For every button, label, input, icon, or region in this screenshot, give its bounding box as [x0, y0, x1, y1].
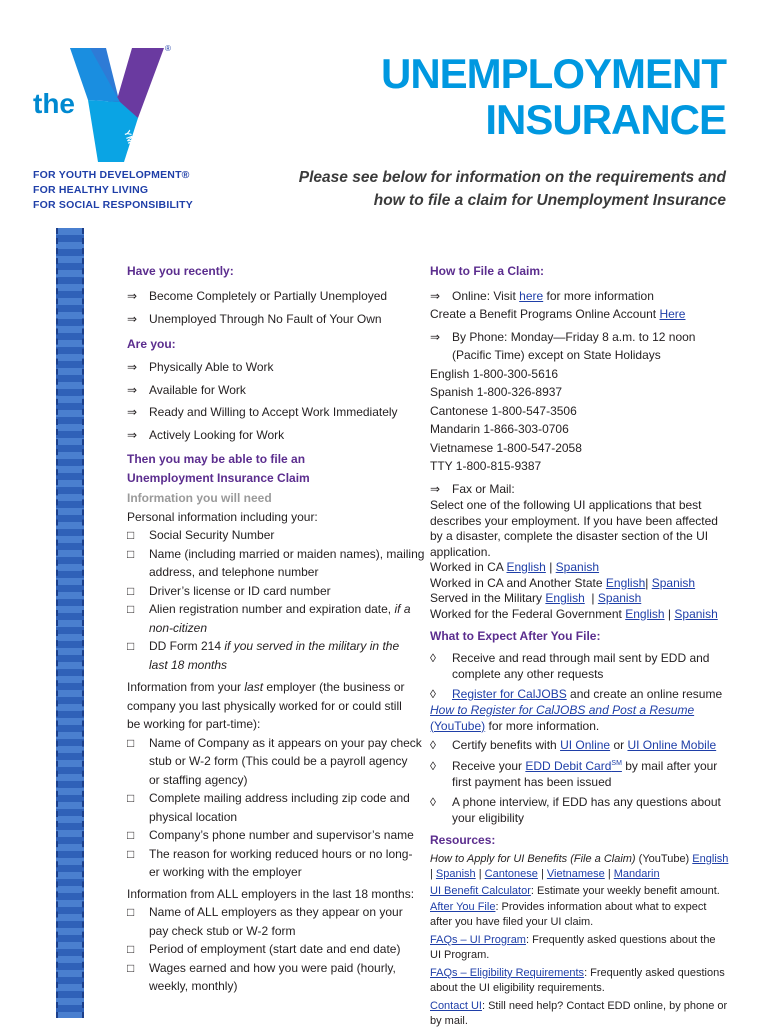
res-contact-cont: by mail.: [430, 1015, 468, 1027]
online-line: ⇒ Online: Visit here for more information: [430, 287, 730, 306]
info-heading: Information you will need: [127, 491, 272, 505]
arrow-icon: ⇒: [430, 329, 441, 344]
list-item-cont: physical location: [149, 809, 238, 824]
res-faq-program-cont: UI Program.: [430, 949, 490, 961]
after-you-file-link[interactable]: After You File: [430, 901, 496, 913]
apply-mandarin-link[interactable]: Mandarin: [613, 868, 660, 880]
subtitle-line-1: Please see below for information on the requirements and: [298, 169, 726, 186]
fax-line: ⇒ Fax or Mail:: [430, 480, 730, 499]
list-item: □ Name of ALL employers as they appear on your: [127, 903, 427, 922]
list-item: □ Social Security Number: [127, 526, 427, 545]
checkbox-icon: □: [127, 528, 135, 542]
last-employer-line-1: Information from your last employer (the business or: [127, 680, 405, 694]
list-item: □ Company’s phone number and supervisor’s name: [127, 826, 427, 845]
checkbox-icon: □: [127, 639, 135, 653]
logo-the: the: [33, 88, 75, 119]
list-item: ⇒ Physically Able to Work: [127, 358, 427, 377]
res-faq-program: FAQs – UI Program: Frequently asked questions about the: [430, 934, 716, 946]
apply-vietnamese-link[interactable]: Vietnamese: [546, 868, 605, 880]
title-line-2: INSURANCE: [485, 96, 726, 143]
phone-line: ⇒ By Phone: Monday—Friday 8 a.m. to 12 noon: [430, 328, 730, 347]
list-item-cont: address, and telephone number: [149, 565, 319, 579]
caljobs-link[interactable]: Register for CalJOBS: [452, 686, 567, 701]
file-heading: How to File a Claim:: [430, 264, 545, 278]
tagline-2: FOR HEALTHY LIVING: [33, 184, 149, 196]
tagline-3: FOR SOCIAL RESPONSIBILITY: [33, 199, 193, 211]
faq-ui-program-link[interactable]: FAQs – UI Program: [430, 934, 526, 946]
left-column: [127, 262, 427, 996]
list-item-cont: er working with the employer: [149, 865, 302, 879]
diamond-icon: ◊: [430, 650, 436, 665]
res-apply: How to Apply for UI Benefits (File a Claim) (YouTube) English: [430, 853, 729, 865]
list-item-cont: stub or W-2 form (This could be a payroll agency: [149, 754, 408, 768]
phone-vietnamese: Vietnamese 1-800-547-2058: [430, 440, 582, 455]
checkbox-icon: □: [127, 735, 135, 750]
list-item: □ Alien registration number and expiration date, if a: [127, 600, 427, 619]
debit-card-link[interactable]: EDD Debit Card℠: [525, 758, 622, 773]
list-item-cont: last 18 months: [149, 657, 228, 672]
personal-intro: Personal information including your:: [127, 509, 318, 524]
checkbox-icon: □: [127, 905, 135, 919]
select-text-1: Select one of the following UI applications that best: [430, 498, 702, 512]
ui-online-link[interactable]: UI Online: [560, 737, 611, 752]
res-faq-eligibility-cont: about the UI eligibility requirements.: [430, 982, 605, 994]
list-item: ⇒ Available for Work: [127, 381, 427, 400]
select-text-2: describes your employment. If you have been affected: [430, 513, 718, 528]
list-item-cont: pay check stub or W-2 form: [149, 923, 296, 938]
expect-howto: [430, 702, 730, 718]
app-ca-english-link[interactable]: English: [506, 560, 546, 574]
expect-caljobs: ◊ Register for CalJOBS and create an online resume: [430, 686, 723, 701]
checkbox-icon: □: [127, 942, 135, 956]
registered-mark: ®: [165, 44, 171, 53]
list-item: □ The reason for working reduced hours or no long-: [127, 845, 427, 864]
arrow-icon: ⇒: [127, 382, 138, 397]
list-item-cont: or staffing agency): [149, 772, 248, 787]
expect-mail: ◊ Receive and read through mail sent by EDD and: [430, 650, 710, 665]
checkbox-icon: □: [127, 960, 135, 975]
arrow-icon: ⇒: [430, 481, 441, 496]
have-heading: Have you recently:: [127, 264, 234, 278]
app-federal: Worked for the Federal Government English | Spanish: [430, 606, 718, 621]
faq-eligibility-link[interactable]: FAQs – Eligibility Requirements: [430, 967, 585, 979]
list-item: □ Wages earned and how you were paid (hourly,: [127, 959, 427, 978]
title-line-1: UNEMPLOYMENT: [381, 50, 726, 97]
expect-mail-cont: complete any other requests: [452, 666, 604, 681]
list-item: □ DD Form 214 if you served in the military in the: [127, 637, 427, 656]
checkbox-icon: □: [127, 602, 135, 616]
list-item: ⇒ Become Completely or Partially Unemployed: [127, 287, 427, 306]
diamond-icon: ◊: [430, 686, 436, 701]
res-calculator: UI Benefit Calculator: Estimate your weekly benefit amount.: [430, 885, 720, 897]
app-other: Worked in CA and Another State English| Spanish: [430, 575, 696, 590]
diamond-icon: ◊: [430, 758, 436, 773]
app-fed-english-link[interactable]: English: [625, 606, 665, 621]
expect-heading: What to Expect After You File:: [430, 629, 601, 643]
apply-cantonese-link[interactable]: Cantonese: [484, 868, 538, 880]
expect-certify: ◊ Certify benefits with UI Online or UI Online Mobile: [430, 737, 717, 752]
arrow-icon: ⇒: [430, 288, 441, 303]
online-here-link[interactable]: here: [519, 288, 544, 303]
last-employer-line-2: company you last physically worked for or could still: [127, 698, 402, 713]
checkbox-icon: □: [127, 583, 135, 598]
select-text-4: application.: [430, 544, 491, 559]
phone-spanish: Spanish 1-800-326-8937: [430, 385, 563, 399]
contact-ui-link[interactable]: Contact UI: [430, 1000, 482, 1012]
expect-debit-cont: first payment has been issued: [452, 774, 612, 789]
howto-caljobs-link[interactable]: How to Register for CalJOBS and Post a Resume: [430, 702, 695, 717]
apply-spanish-link[interactable]: Spanish: [435, 868, 476, 880]
list-item: □ Name (including married or maiden names), mailing: [127, 545, 427, 564]
checkbox-icon: □: [127, 791, 135, 805]
benefit-account-link[interactable]: Here: [659, 307, 686, 321]
list-item: ⇒ Ready and Willing to Accept Work Immediately: [127, 403, 427, 422]
app-ca-spanish-link[interactable]: Spanish: [555, 560, 600, 574]
ymca-text: YMCA: [122, 128, 141, 158]
phone-cantonese: Cantonese 1-800-547-3506: [430, 403, 577, 418]
phone-line-cont: (Pacific Time) except on State Holidays: [452, 348, 661, 362]
phone-tty: TTY 1-800-815-9387: [430, 459, 542, 473]
expect-debit: ◊ Receive your EDD Debit Card℠ by mail after your: [430, 758, 718, 773]
arrow-icon: ⇒: [127, 405, 138, 419]
list-item: □ Period of employment (start date and end date): [127, 940, 427, 959]
are-heading: Are you:: [127, 336, 176, 351]
list-item: □ Complete mailing address including zip code and: [127, 789, 427, 808]
phone-mandarin: Mandarin 1-866-303-0706: [430, 422, 569, 436]
arrow-icon: ⇒: [127, 312, 138, 326]
diamond-icon: ◊: [430, 794, 436, 809]
arrow-icon: ⇒: [127, 427, 138, 442]
res-faq-eligibility: FAQs – Eligibility Requirements: Frequently asked questions: [430, 967, 725, 979]
app-other-english-link[interactable]: English: [605, 575, 646, 590]
checkbox-icon: □: [127, 546, 135, 561]
res-after-file: After You File: Provides information about what to expect: [430, 901, 707, 913]
expect-interview-cont: your eligibility: [452, 810, 525, 825]
app-mil-english-link[interactable]: English: [545, 591, 585, 605]
phone-english: English 1-800-300-5616: [430, 366, 559, 381]
last-employer-line-3: be working for part-time):: [127, 717, 261, 731]
list-item-cont: weekly, monthly): [149, 979, 238, 993]
app-fed-spanish-link[interactable]: Spanish: [674, 606, 718, 621]
resources-heading: Resources:: [430, 832, 496, 847]
eligible-line-1: Then you may be able to file an: [127, 452, 306, 466]
right-column: [430, 262, 730, 1029]
tagline-1: FOR YOUTH DEVELOPMENT®: [33, 169, 190, 181]
select-text-3: by a disaster, complete the disaster section of the UI: [430, 529, 709, 543]
res-contact: Contact UI: Still need help? Contact EDD online, by phone or: [430, 1000, 728, 1012]
app-other-spanish-link[interactable]: Spanish: [651, 575, 696, 590]
res-languages: | Spanish | Cantonese | Vietnamese | Mandarin: [430, 868, 660, 880]
checkbox-icon: □: [127, 846, 135, 861]
benefit-account-line: Create a Benefit Programs Online Account Here: [430, 307, 686, 321]
side-stripe: [56, 228, 84, 1018]
list-item: □ Driver’s license or ID card number: [127, 582, 427, 601]
expect-interview: ◊ A phone interview, if EDD has any questions about: [430, 794, 721, 809]
list-item: ⇒ Unemployed Through No Fault of Your Own: [127, 310, 427, 329]
list-item: ⇒ Actively Looking for Work: [127, 426, 427, 445]
subtitle-line-2: how to file a claim for Unemployment Insurance: [373, 192, 726, 209]
arrow-icon: ⇒: [127, 288, 138, 303]
diamond-icon: ◊: [430, 737, 436, 752]
arrow-icon: ⇒: [127, 360, 138, 374]
app-military: Served in the Military English | Spanish: [430, 591, 642, 605]
ui-online-mobile-link[interactable]: UI Online Mobile: [627, 737, 717, 752]
expect-youtube: (YouTube) for more information.: [430, 718, 600, 733]
apply-english-link[interactable]: English: [692, 853, 729, 865]
all-employers-intro: Information from ALL employers in the last 18 months:: [127, 886, 415, 901]
app-ca: Worked in CA English | Spanish: [430, 560, 600, 574]
res-after-file-cont: after you have filed your UI claim.: [430, 916, 594, 928]
list-item-cont: non-citizen: [149, 620, 208, 635]
eligible-line-2: Unemployment Insurance Claim: [127, 470, 310, 485]
list-item: □ Name of Company as it appears on your pay check: [127, 734, 427, 753]
benefit-calculator-link[interactable]: UI Benefit Calculator: [430, 885, 531, 897]
checkbox-icon: □: [127, 828, 135, 842]
youtube-link[interactable]: (YouTube): [430, 718, 486, 733]
app-mil-spanish-link[interactable]: Spanish: [597, 591, 642, 605]
